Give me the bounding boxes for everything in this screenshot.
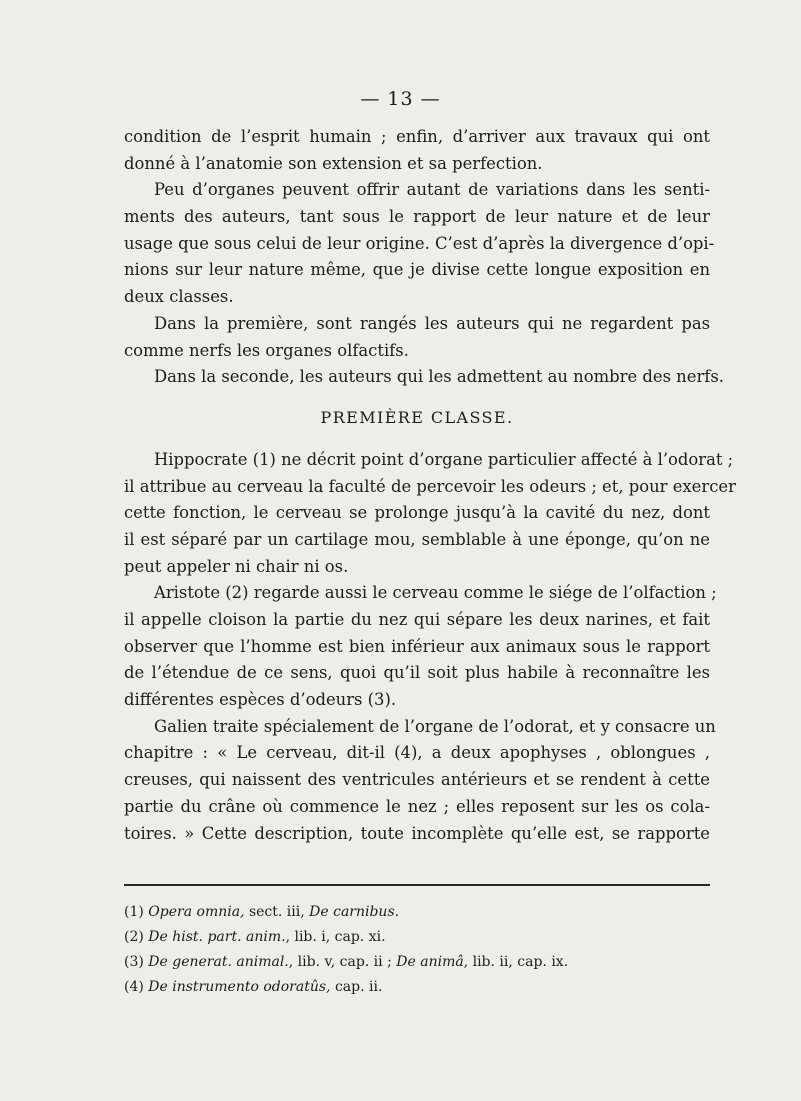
footnotes — [124, 900, 710, 1000]
text-line: Peu d’organes peuvent offrir autant de variations dans les senti- — [154, 180, 710, 200]
paragraph-4 — [124, 364, 724, 391]
footnote-mark: (2) — [124, 929, 144, 945]
text-line: il appelle cloison la partie du nez qui sépare les deux narines, et fait — [124, 610, 710, 629]
text-line: de l’étendue de ce sens, quoi qu’il soit plus habile à reconnaître les — [124, 663, 710, 683]
text-line: nions sur leur nature même, que je divise cette longue exposition en — [124, 260, 710, 280]
text-line: Galien traite spécialement de l’organe de l’odorat, et y consacre un — [154, 716, 716, 736]
text-line: il attribue au cerveau la faculté de percevoir les odeurs ; et, pour exercer — [124, 476, 736, 496]
text-line: Aristote (2) regarde aussi le cerveau comme le siége de l’olfaction ; — [154, 583, 717, 603]
paragraph-1 — [124, 124, 710, 177]
footnote-title: De hist. part. anim. — [148, 929, 286, 945]
text-line: Dans la seconde, les auteurs qui les admettent au nombre des nerfs. — [154, 367, 724, 387]
footnote-text: , lib. ii, cap. ix. — [463, 954, 569, 970]
body-text — [124, 124, 736, 847]
paragraph-7 — [124, 714, 716, 847]
footnote-title: De carnibus. — [309, 904, 400, 920]
page-number: — 13 — — [360, 88, 441, 110]
text-line: ments des auteurs, tant sous le rapport de leur nature et de leur — [124, 207, 710, 227]
paragraph-2 — [124, 177, 715, 310]
section-heading: PREMIÈRE CLASSE. — [320, 407, 514, 427]
footnote-title: De instrumento odoratûs, — [148, 979, 331, 995]
footnote-text: cap. ii. — [330, 979, 383, 995]
footnote-2 — [124, 925, 710, 950]
footnote-mark: (1) — [124, 904, 144, 920]
paragraph-5 — [124, 447, 736, 580]
text-line: il est séparé par un cartilage mou, semblable à une éponge, qu’on ne — [124, 529, 710, 549]
footnote-text: sect. iii, — [244, 904, 310, 920]
footnote-4 — [124, 975, 710, 1000]
footnote-mark: (3) — [124, 954, 144, 970]
footnote-title: De generat. animal. — [148, 954, 289, 970]
footnote-text: , lib. v, cap. ii ; — [288, 954, 397, 970]
text-line: creuses, qui naissent des ventricules antérieurs et se rendent à cette — [124, 770, 710, 790]
text-line: différentes espèces d’odeurs (3). — [124, 690, 397, 710]
paragraph-3 — [124, 311, 710, 364]
footnote-title: Opera omnia, — [148, 904, 245, 920]
text-line: toires. » Cette description, toute incomplète qu’elle est, se rapporte — [124, 823, 710, 843]
text-line: Hippocrate (1) ne décrit point d’organe particulier affecté à l’odorat ; — [154, 449, 734, 469]
text-line: condition de l’esprit humain ; enfin, d’arriver aux travaux qui ont — [124, 127, 710, 146]
footnote-3 — [124, 950, 710, 975]
footnote-text: , lib. i, cap. xi. — [285, 929, 386, 945]
text-line: observer que l’homme est bien inférieur aux animaux sous le rapport — [124, 636, 710, 656]
text-line: Dans la première, sont rangés les auteurs qui ne regardent pas — [154, 313, 710, 333]
text-line: partie du crâne où commence le nez ; elles reposent sur les os cola- — [124, 796, 710, 816]
text-line: deux classes. — [124, 287, 234, 307]
footnote-rule — [124, 884, 710, 886]
paragraph-6 — [124, 580, 717, 713]
text-line: chapitre : « Le cerveau, dit-il (4), a deux apophyses , oblongues , — [124, 743, 710, 763]
text-line: peut appeler ni chair ni os. — [124, 556, 349, 576]
text-line: cette fonction, le cerveau se prolonge jusqu’à la cavité du nez, dont — [124, 503, 710, 523]
text-line: usage que sous celui de leur origine. C’est d’après la divergence d’opi- — [124, 233, 715, 253]
text-line: comme nerfs les organes olfactifs. — [124, 340, 409, 360]
footnote-mark: (4) — [124, 979, 144, 995]
footnote-title: De animâ — [396, 954, 464, 970]
footnote-1 — [124, 900, 710, 925]
text-line: donné à l’anatomie son extension et sa perfection. — [124, 153, 543, 173]
